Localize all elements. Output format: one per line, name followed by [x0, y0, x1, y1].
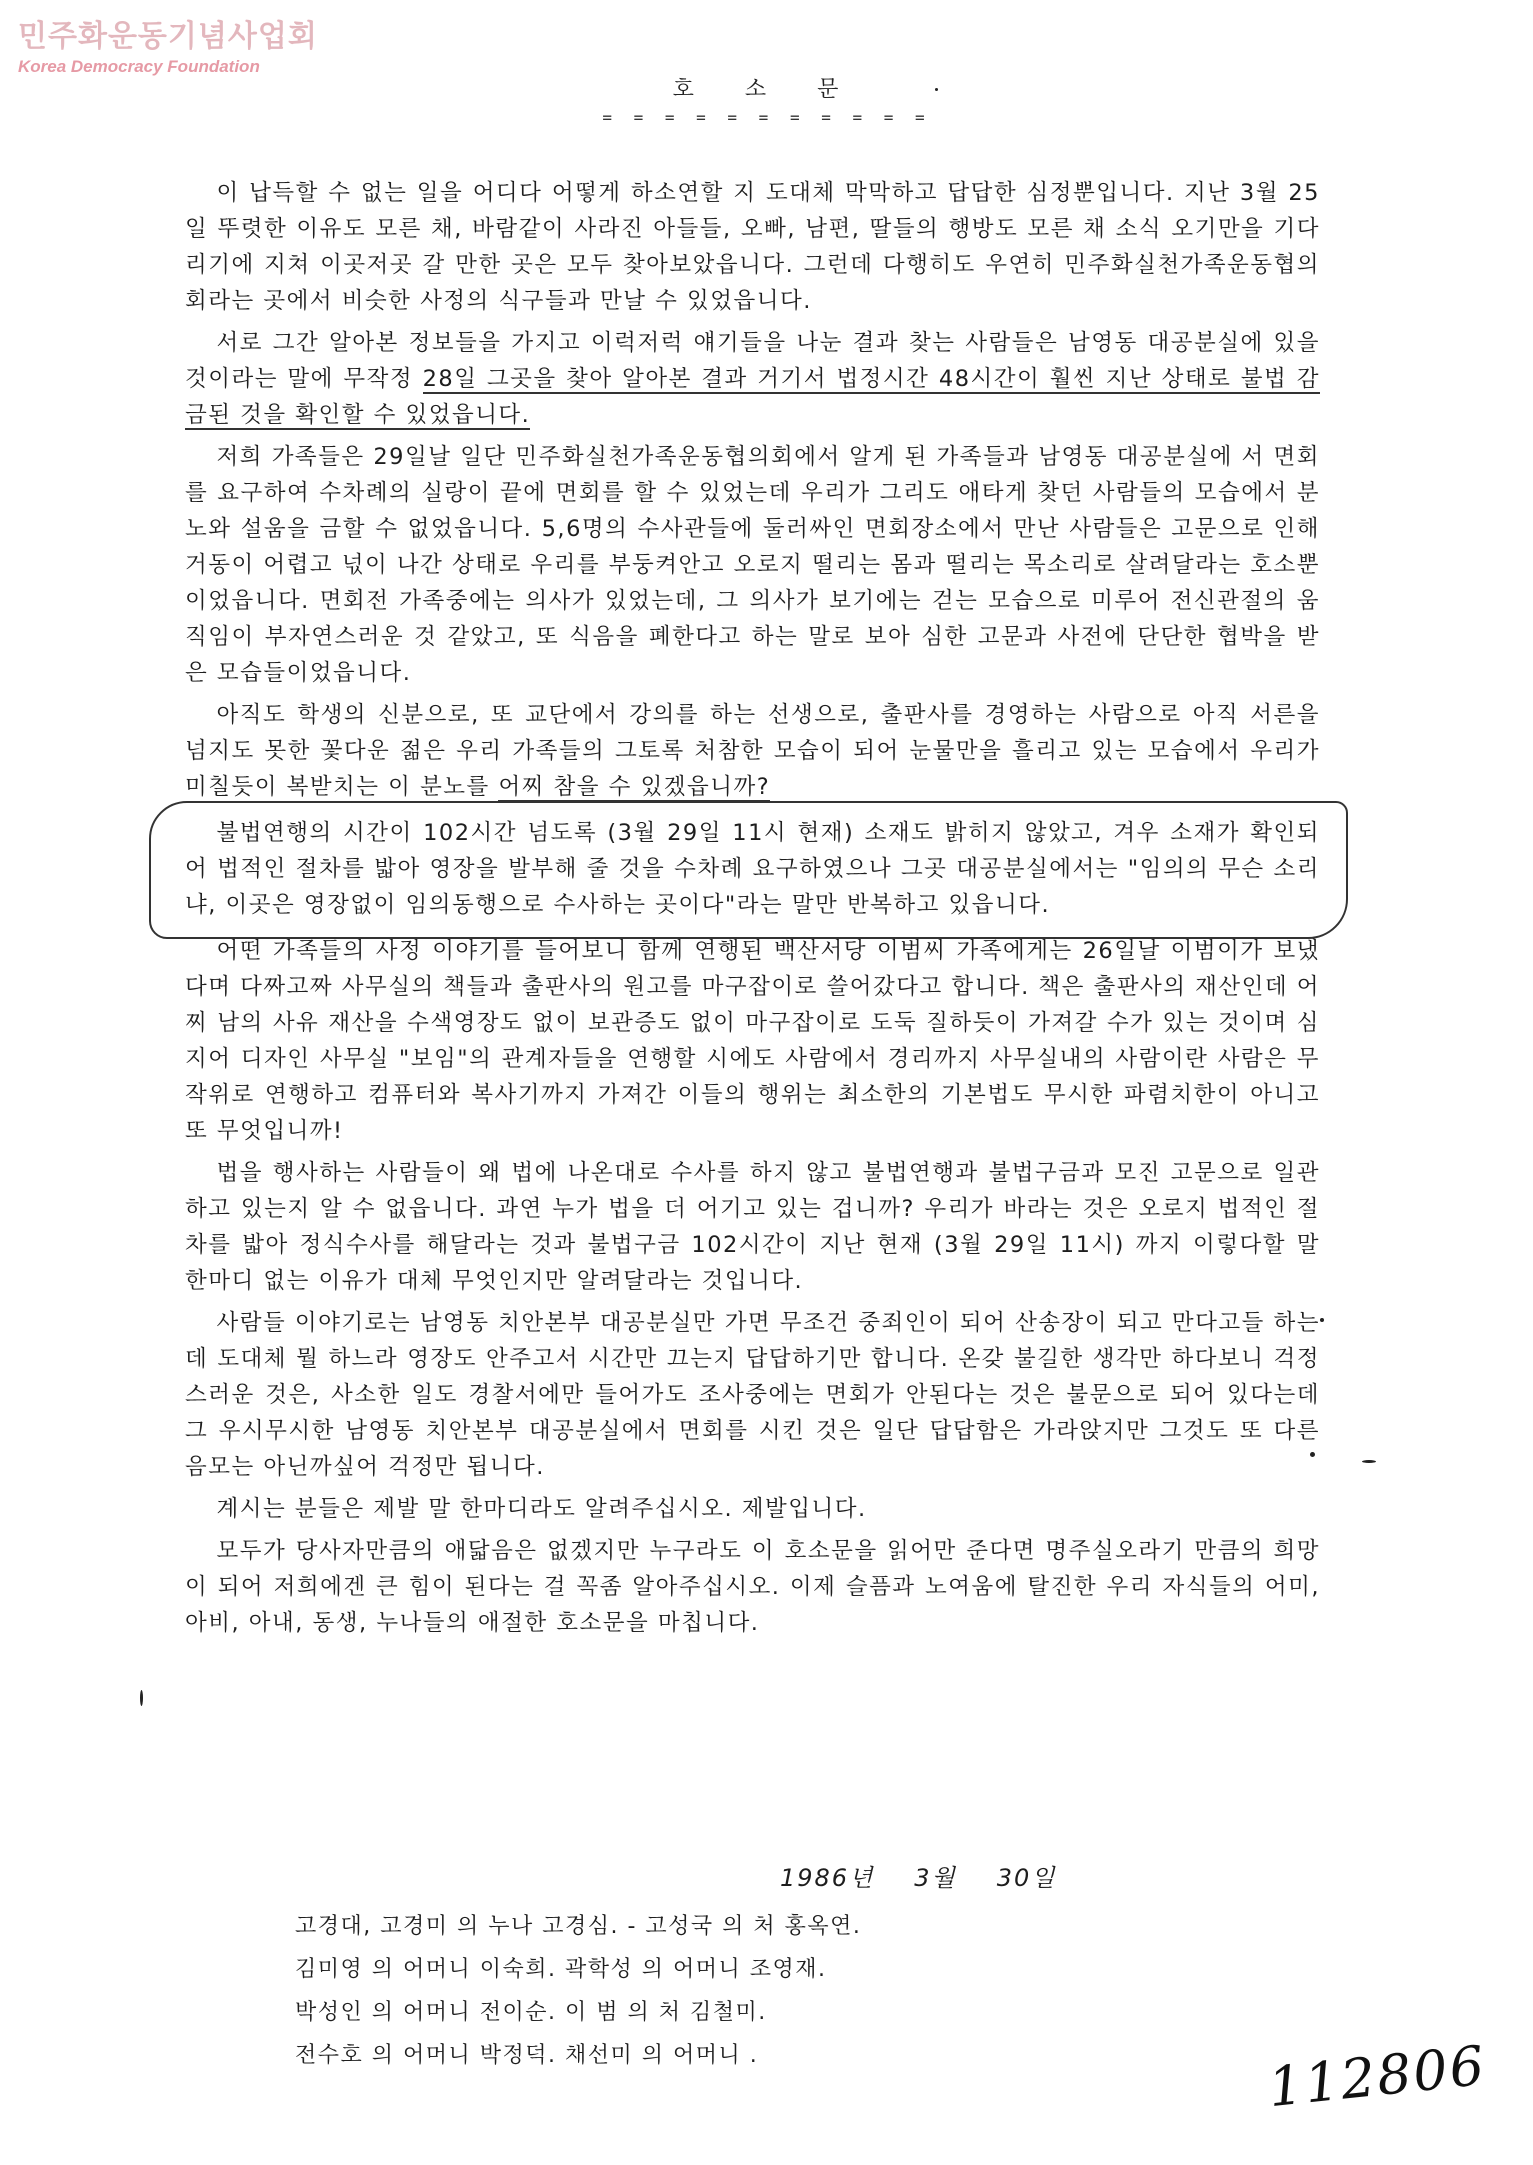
paragraph-7-tail: 불법구금 102시간이 지난 현재 (3월 29일 11시) 까지 이렇다할 말 한마디 없는 이유가 대체 무엇인지만 알려달라는 것입니다. [185, 1232, 1320, 1294]
underlined-question: 어찌 참을 수 있겠읍니까? [498, 774, 771, 800]
signers-list [295, 1905, 1275, 2077]
signer-line: 박성인 의 어머니 전이순. 이 범 의 처 김철미. [295, 2000, 767, 2025]
archive-watermark [18, 19, 318, 76]
scan-speck [935, 88, 938, 91]
paragraph-4-lead: 아직도 학생의 신분으로, 또 교단에서 강의를 하는 선생으로, 출판사를 경영하는 사람으로 아직 서른을 넘지도 못한 꽃다운 젊은 우리 가족들의 그토록 처참한 모습이 되어 눈물만을 흘리고 있는 모습에서 우리가 미칠듯이 복받치는 이 분노를 [185, 702, 1320, 800]
paragraph-4 [185, 697, 1320, 805]
paragraph-6: 어떤 가족들의 사정 이야기를 들어보니 함께 연행된 백산서당 이범씨 가족에게는 26일날 이범이가 보냈다며 다짜고짜 사무실의 책들과 출판사의 원고를 마구잡이로 쓸어갔다고 합니다. 책은 출판사의 재산인데 어찌 남의 사유 재산을 수색영장도 없이 보관증도 없이 마구잡이로 도둑 질하듯이 가져갈 수가 있는 것이며 심지어 디자인 사무실 "보임"의 관계자들을 연행할 시에도 사람에서 경리까지 사무실내의 사람이란 사람은 무작위로 연행하고 컴퓨터와 복사기까지 가져간 이들의 행위는 최소한의 기본법도 무시한 파렴치한이 아니고 또 무엇입니까! [185, 938, 1320, 1144]
paragraph-7-lead: 법을 행사하는 사람들이 왜 법에 나온대로 수사를 하지 않고 불법연행과 불법구금과 모진 고문으로 일관하고 있는지 알 수 없읍니다. 과연 누가 법을 더 어기고 있는 겁니까? 우리가 바라는 것은 오로지 법적인 절차를 밟아 정식수사를 해달라는 것과 [185, 1160, 1320, 1258]
paragraph-1: 이 납득할 수 없는 일을 어디다 어떻게 하소연할 지 도대체 막막하고 답답한 심정뿐입니다. 지난 3월 25일 뚜렷한 이유도 모른 채, 바람같이 사라진 아들들, 오빠, 남편, 딸들의 행방도 모른 채 소식 오기만을 기다리기에 지쳐 이곳저곳 갈 만한 곳은 모두 찾아보았읍니다. 그런데 다행히도 우연히 민주화실천가족운동협의회라는 곳에서 비슷한 사정의 식구들과 만날 수 있었읍니다. [185, 180, 1320, 314]
paragraph-7 [185, 1155, 1320, 1299]
paragraph-9: 계시는 분들은 제발 말 한마디라도 알려주십시오. 제발입니다. [216, 1496, 867, 1522]
paragraph-2 [185, 325, 1320, 433]
document-date [780, 1858, 1096, 1893]
paragraph-3: 저희 가족들은 29일날 일단 민주화실천가족운동협의회에서 알게 된 가족들과 남영동 대공분실에 서 면회를 요구하여 수차례의 실랑이 끝에 면회를 할 수 있었는데 우리가 그리도 애타게 찾던 사람들의 모습에서 분노와 설움을 금할 수 없었읍니다. 5,6명의 수사관들에 둘러싸인 면회장소에서 만난 사람들은 고문으로 인해 거동이 어렵고 넋이 나간 상태로 우리를 부둥켜안고 오로지 떨리는 몸과 떨리는 목소리로 살려달라는 호소뿐이었읍니다. 면회전 가족중에는 의사가 있었는데, 그 의사가 보기에는 걷는 모습으로 미루어 전신관절의 움직임이 부자연스러운 것 같았고, 또 식음을 폐한다고 하는 말로 보아 심한 고문과 사전에 단단한 협박을 받은 모습들이었읍니다. [185, 444, 1320, 686]
date-day: 30일 [996, 1864, 1057, 1892]
scan-speck [140, 1690, 143, 1706]
title-underline: = = = = = = = = = = = [602, 108, 931, 127]
circled-paragraph: 불법연행의 시간이 102시간 넘도록 (3월 29일 11시 현재) 소재도 밝히지 않았고, 겨우 소재가 확인되어 법적인 절차를 밟아 영장을 발부해 줄 것을 수차례 요구하였으나 그곳 대공분실에서는 "임의의 무슨 소리냐, 이곳은 영장없이 임의동행으로 수사하는 곳이다"라는 말만 반복하고 있읍니다. [185, 811, 1320, 927]
signer-line: 고경대, 고경미 의 누나 고경심. - 고성국 의 처 홍옥연. [295, 1914, 862, 1939]
handwritten-archive-number: 112806 [1265, 2033, 1489, 2120]
scan-speck [1320, 1318, 1324, 1322]
paragraph-2-lead: 서로 그간 알아본 정보들을 가지고 이럭저럭 얘기들을 나눈 결과 찾는 사람들은 남영동 대공분실에 있을 것이라는 말에 무작정 [185, 330, 1320, 392]
signer-line: 김미영 의 어머니 이숙희. 곽학성 의 어머니 조영재. [295, 1957, 827, 1982]
document-title: 호 소 문 [672, 77, 861, 102]
watermark-korean: 민주화운동기념사업회 [18, 19, 318, 54]
scan-speck [1310, 1452, 1315, 1457]
signer-line: 전수호 의 어머니 박정덕. 채선미 의 어머니 . [295, 2043, 759, 2068]
paragraph-8: 사람들 이야기로는 남영동 치안본부 대공분실만 가면 무조건 중죄인이 되어 산송장이 되고 만다고들 하는데 도대체 뭘 하느라 영장도 안주고서 시간만 끄는지 답답하기만 합니다. 온갖 불길한 생각만 하다보니 걱정스러운 것은, 사소한 일도 경찰서에만 들어가도 조사중에는 면회가 안된다는 것은 불문으로 되어 있다는데 그 우시무시한 남영동 치안본부 대공분실에서 면회를 시킨 것은 일단 답답함은 가라앉지만 그것도 또 다른 음모는 아닌까싶어 걱정만 됩니다. [185, 1310, 1320, 1480]
paragraph-10: 모두가 당사자만큼의 애닯음은 없겠지만 누구라도 이 호소문을 읽어만 준다면 명주실오라기 만큼의 희망이 되어 저희에겐 큰 힘이 된다는 걸 꼭좀 알아주십시오. 이제 슬픔과 노여움에 탈진한 우리 자식들의 어미, 아비, 아내, 동생, 누나들의 애절한 호소문을 마칩니다. [185, 1538, 1320, 1636]
date-year: 1986년 [780, 1864, 875, 1892]
watermark-english: Korea Democracy Foundation [18, 57, 260, 76]
date-month: 3월 [914, 1864, 957, 1892]
document-body [185, 175, 1320, 1647]
underlined-passage: 28일 그곳을 찾아 알아본 결과 거기서 법정시간 48시간이 훨씬 지난 상태로 불법 감금된 것을 확인할 수 있었읍니다. [185, 366, 1321, 428]
scan-speck [1362, 1460, 1376, 1463]
